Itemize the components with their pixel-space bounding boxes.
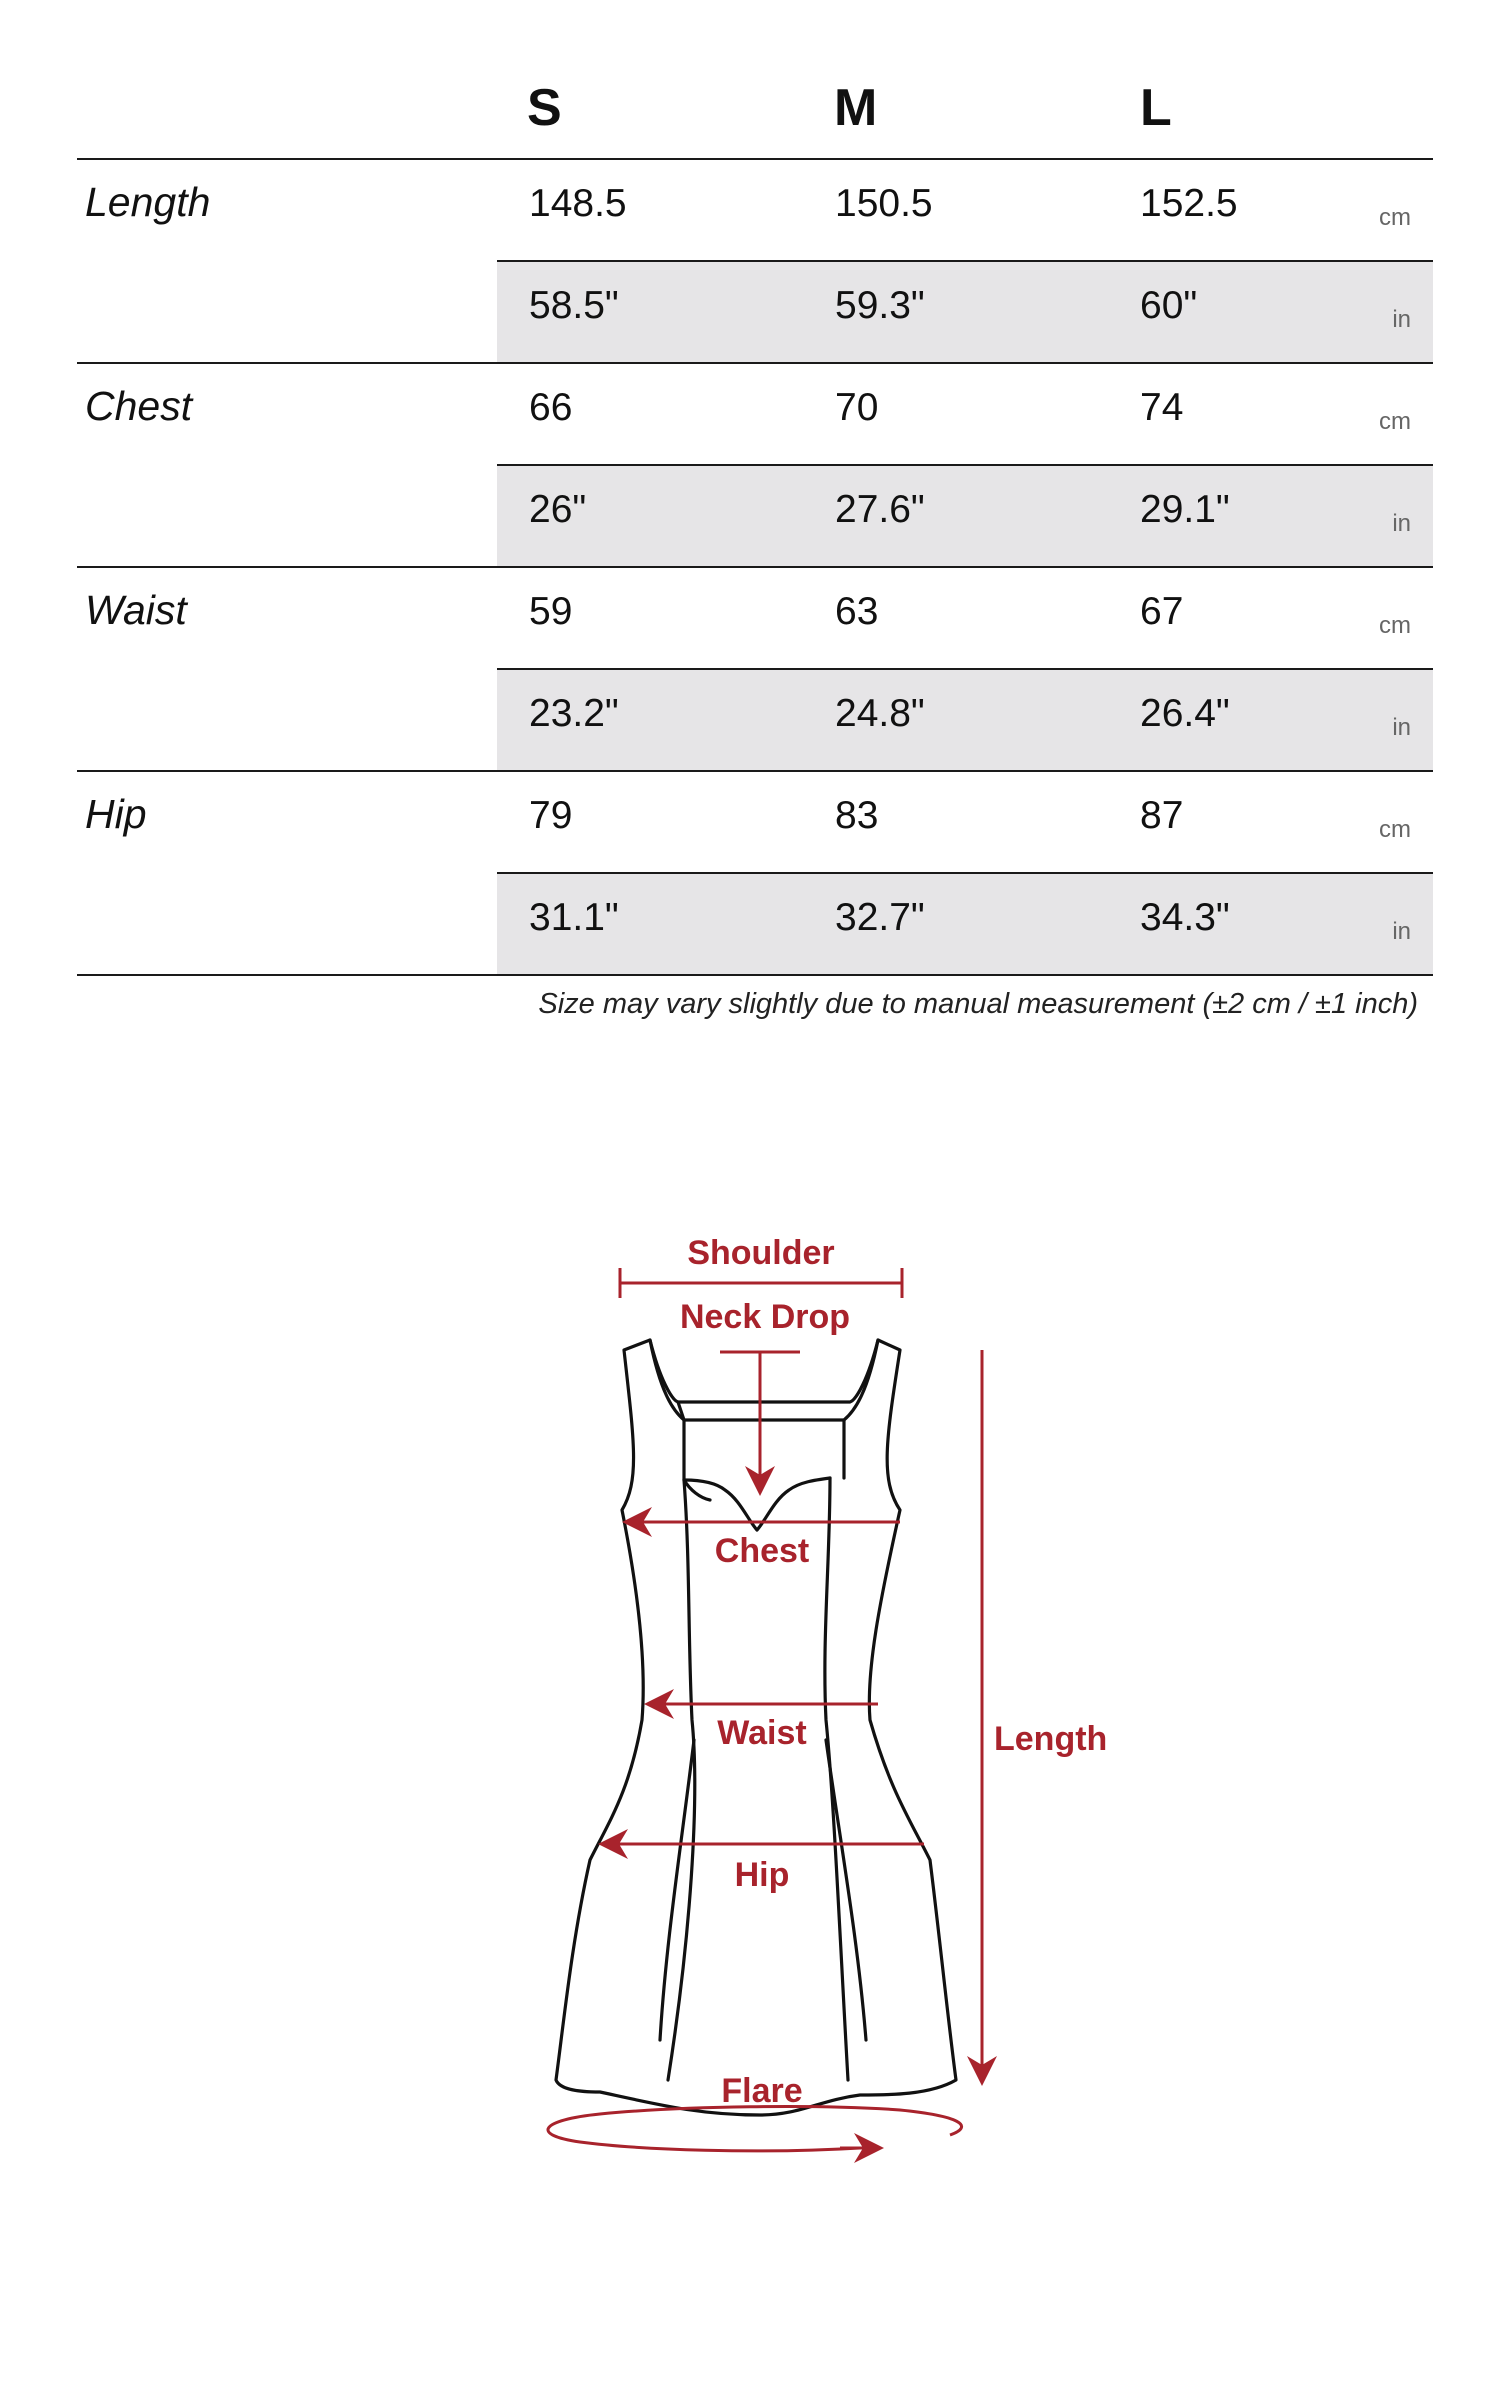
row-label-length: Length xyxy=(85,179,211,225)
length-m-cm: 150.5 xyxy=(835,182,933,225)
waist-s-cm: 59 xyxy=(529,590,573,633)
measurement-note: Size may vary slightly due to manual measurement (±2 cm / ±1 inch) xyxy=(538,988,1418,1020)
flare-ellipse-arrow-icon xyxy=(548,2107,962,2151)
row-label-hip: Hip xyxy=(85,791,147,837)
unit-cm: cm xyxy=(1379,204,1411,231)
waist-l-in: 26.4" xyxy=(1140,692,1230,735)
size-header-row xyxy=(77,60,1433,160)
table-row-chest-cm xyxy=(77,364,1433,465)
table-row-waist-in xyxy=(77,670,1433,771)
size-header-l: L xyxy=(1140,79,1172,137)
row-label-chest: Chest xyxy=(85,383,193,429)
waist-m-cm: 63 xyxy=(835,590,879,633)
label-waist: Waist xyxy=(717,1714,807,1752)
hip-s-in: 31.1" xyxy=(529,896,619,939)
label-neck-drop: Neck Drop xyxy=(679,1298,851,1336)
unit-in: in xyxy=(1392,714,1411,741)
label-shoulder: Shoulder xyxy=(687,1234,835,1272)
unit-cm: cm xyxy=(1379,408,1411,435)
shoulder-measure-icon xyxy=(620,1268,902,1298)
hip-m-cm: 83 xyxy=(835,794,879,837)
unit-in: in xyxy=(1392,918,1411,945)
waist-l-cm: 67 xyxy=(1140,590,1184,633)
waist-s-in: 23.2" xyxy=(529,692,619,735)
label-length: Length xyxy=(994,1720,1108,1758)
label-chest: Chest xyxy=(714,1532,810,1570)
length-s-cm: 148.5 xyxy=(529,182,627,225)
table-row-hip-cm xyxy=(77,772,1433,873)
hip-m-in: 32.7" xyxy=(835,896,925,939)
table-row-chest-in xyxy=(77,466,1433,567)
size-chart-table xyxy=(77,60,1433,945)
length-m-in: 59.3" xyxy=(835,284,925,327)
chest-l-in: 29.1" xyxy=(1140,488,1230,531)
unit-cm: cm xyxy=(1379,612,1411,639)
chest-m-in: 27.6" xyxy=(835,488,925,531)
label-hip: Hip xyxy=(734,1856,790,1894)
length-l-in: 60" xyxy=(1140,284,1198,327)
table-row-hip-in xyxy=(77,874,1433,975)
unit-in: in xyxy=(1392,306,1411,333)
row-label-waist: Waist xyxy=(85,587,187,633)
unit-cm: cm xyxy=(1379,816,1411,843)
dress-measurement-diagram xyxy=(0,1180,1500,2280)
chest-m-cm: 70 xyxy=(835,386,879,429)
hip-l-cm: 87 xyxy=(1140,794,1184,837)
unit-in: in xyxy=(1392,510,1411,537)
chest-s-cm: 66 xyxy=(529,386,573,429)
table-row-waist-cm xyxy=(77,568,1433,669)
length-s-in: 58.5" xyxy=(529,284,619,327)
hip-s-cm: 79 xyxy=(529,794,573,837)
chest-l-cm: 74 xyxy=(1140,386,1184,429)
table-row-length-cm xyxy=(77,160,1433,261)
size-header-m: M xyxy=(834,79,878,137)
chest-s-in: 26" xyxy=(529,488,587,531)
size-header-s: S xyxy=(527,79,562,137)
label-flare: Flare xyxy=(721,2072,803,2110)
length-l-cm: 152.5 xyxy=(1140,182,1238,225)
table-divider xyxy=(77,974,1433,976)
waist-m-in: 24.8" xyxy=(835,692,925,735)
table-row-length-in xyxy=(77,262,1433,363)
hip-l-in: 34.3" xyxy=(1140,896,1230,939)
